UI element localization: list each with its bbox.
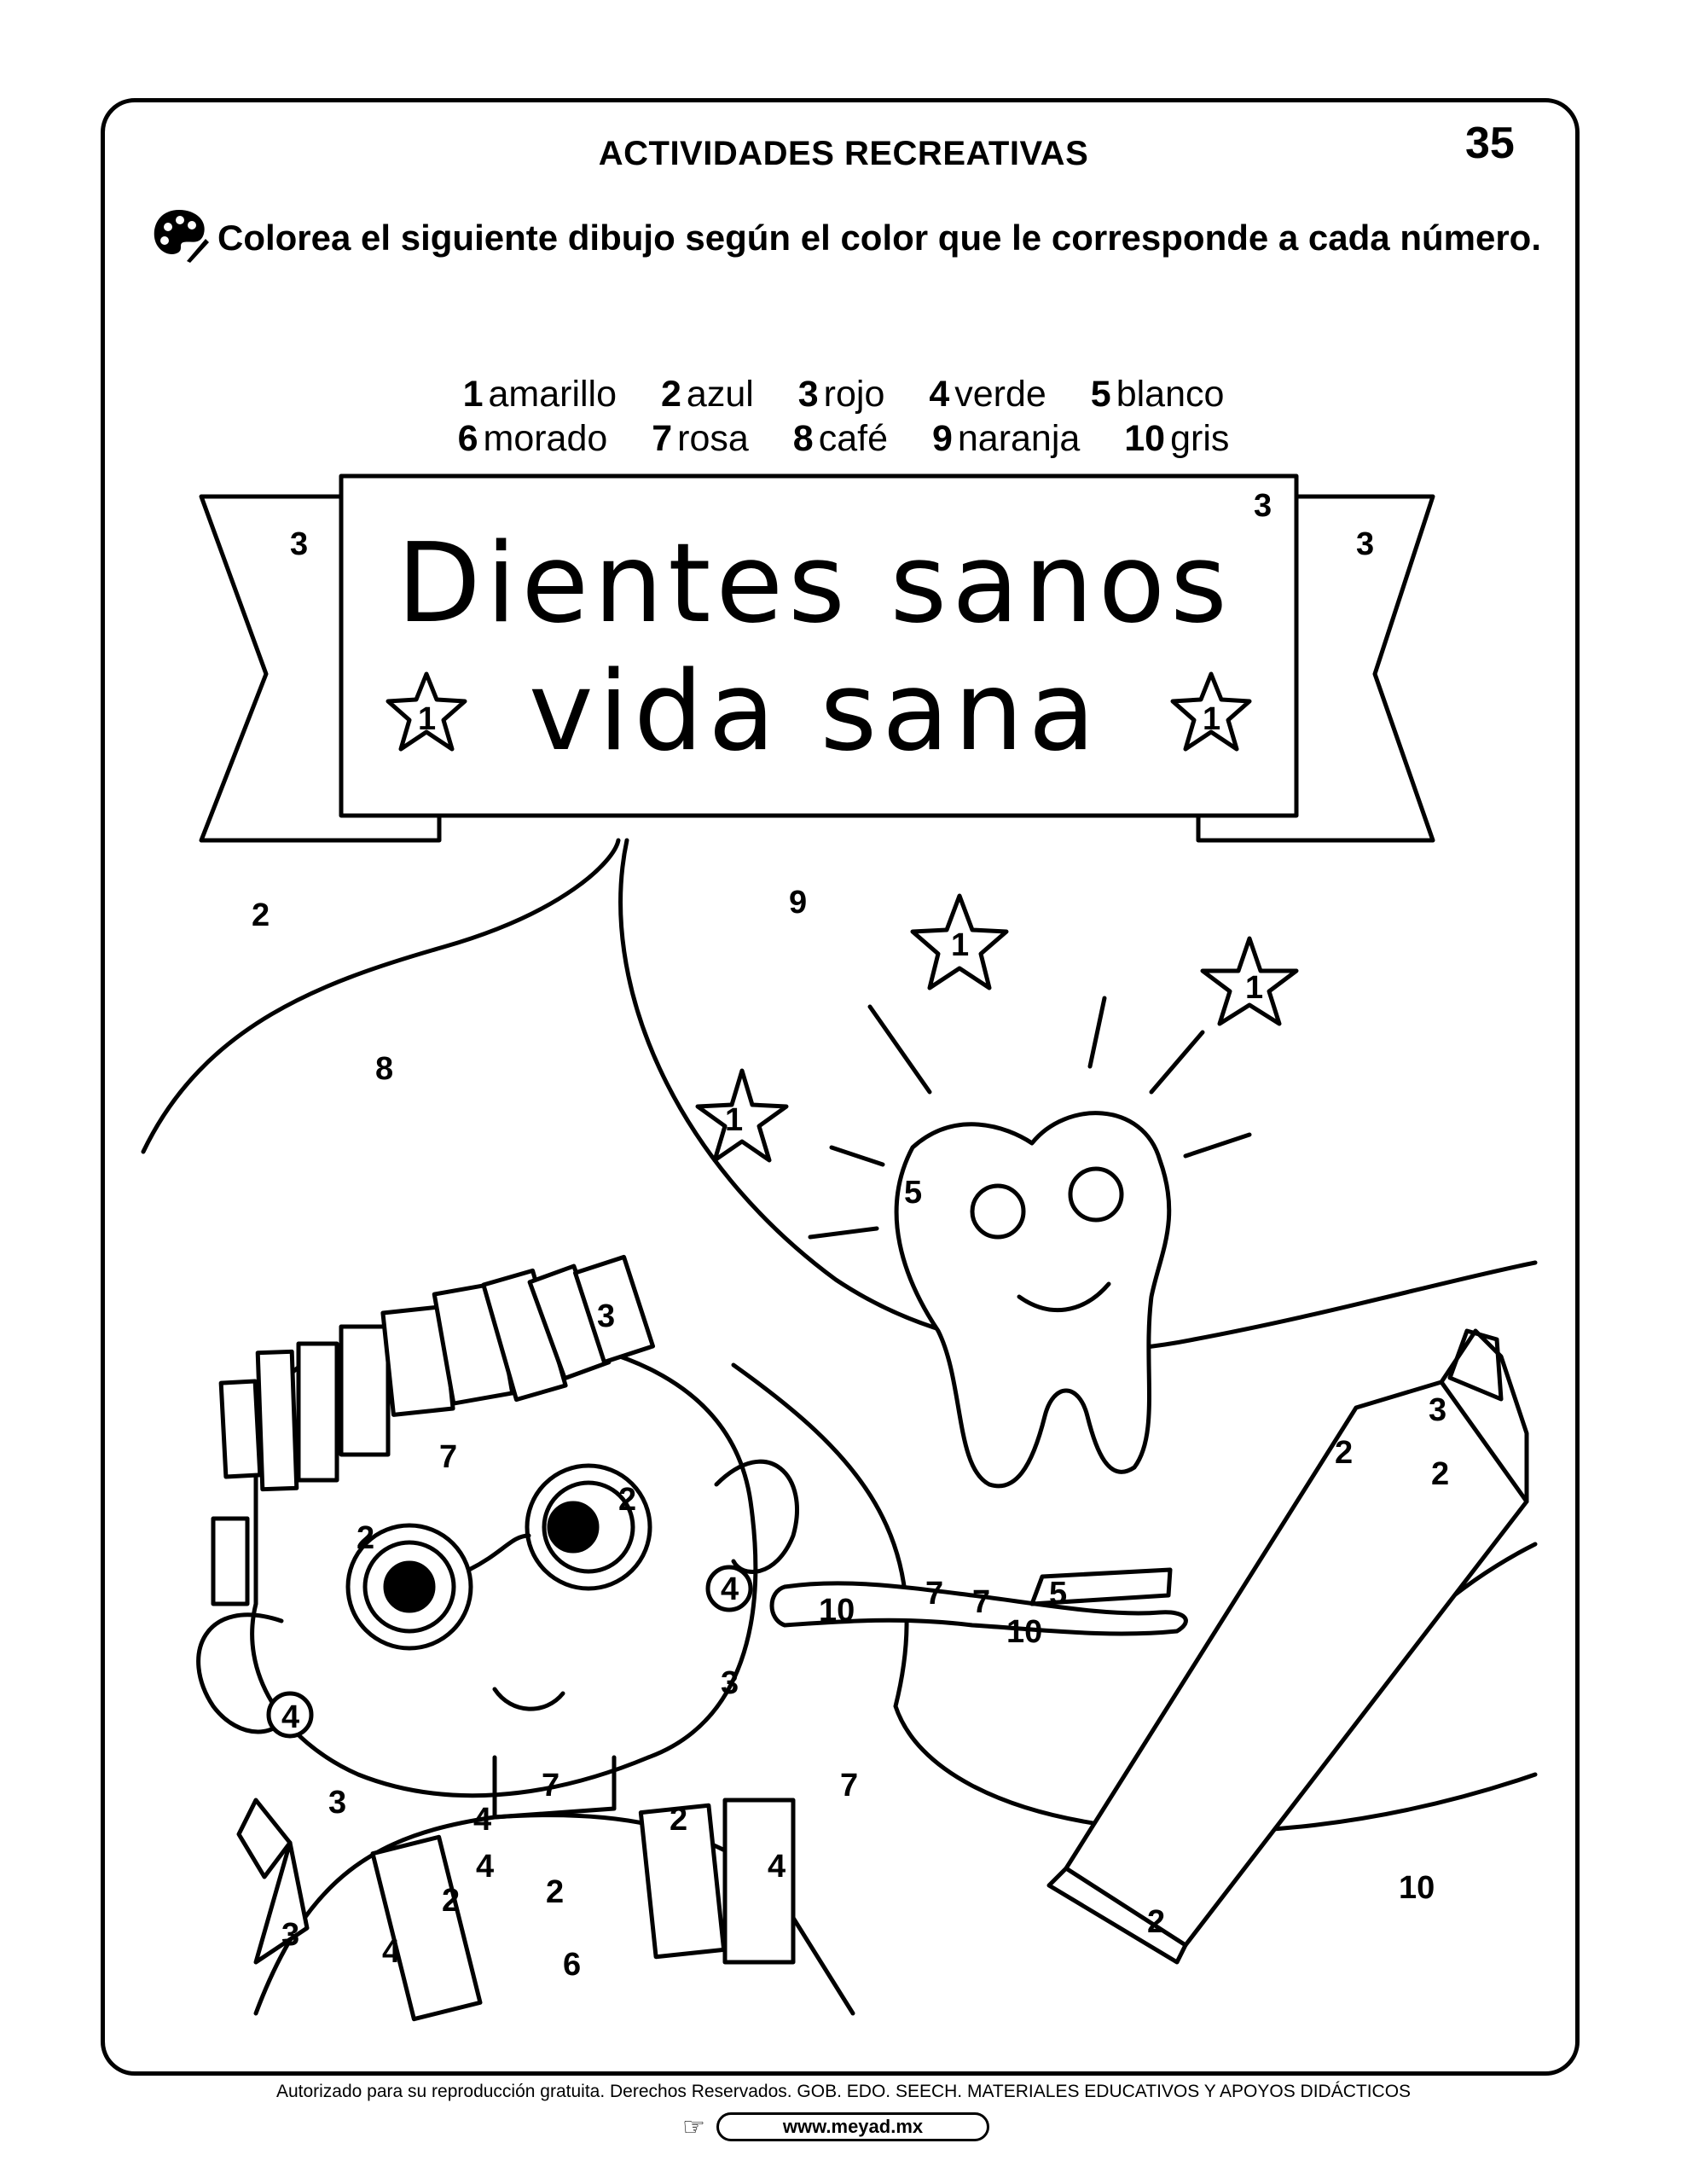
tooth-number: 5 [904,1175,923,1211]
legend-item: 9 naranja [931,418,1081,459]
star-a-number: 1 [951,927,970,963]
ribbon-left-number: 3 [290,526,309,562]
star-c-number: 1 [725,1102,744,1138]
collar-right-number: 3 [721,1665,739,1701]
ribbon-right-number: 3 [1356,526,1375,562]
shirt-b-number: 4 [476,1849,495,1885]
hill-left [143,840,618,1152]
ground-number: 10 [1399,1870,1435,1906]
page-title: ACTIVIDADES RECREATIVAS [598,135,1089,172]
ear-left-number: 4 [281,1699,300,1735]
legend-item: 8 café [792,418,888,459]
legend-item: 3 rojo [797,374,885,415]
brush-handle-number: 10 [819,1593,855,1629]
legend-item: 5 blanco [1090,374,1225,415]
page-number: 35 [1465,119,1515,168]
legend-item: 2 azul [660,374,754,415]
banner-line-1: Dientes sanos [397,520,1232,648]
hair-number: 3 [597,1298,616,1334]
legend-item: 4 verde [929,374,1046,415]
banner-star-left-number: 1 [418,701,437,737]
legend-item: 10 gris [1124,418,1230,459]
footer-notice: Autorizado para su reproducción gratuita. Derechos Reservados. GOB. EDO. SEECH. MATERIALES EDUCATIVOS Y APOYOS DIDÁCTICOS [275,2082,1412,2101]
hand-number: 7 [840,1768,859,1804]
tube-cap [1450,1331,1501,1399]
hill-number: 8 [375,1051,394,1087]
brush-neck-number: 10 [1006,1614,1043,1650]
sun-number: 9 [789,885,808,921]
tube-top-b-number: 2 [1431,1456,1450,1492]
bow-tail-number: 3 [281,1917,300,1953]
sky-number: 2 [252,897,270,933]
legend-item: 1 amarillo [462,374,617,415]
shirt-g-number: 4 [382,1934,401,1970]
shirt-a-number: 4 [473,1802,492,1838]
glasses-left-number: 2 [357,1520,375,1556]
tooth [896,1113,1169,1486]
neck-number: 7 [542,1768,560,1804]
banner-star-right-number: 1 [1203,701,1221,737]
ear-right-number: 4 [721,1571,739,1607]
shirt-f-number: 4 [768,1849,786,1885]
shirt-d-number: 2 [546,1874,565,1910]
brush-grip-a-number: 7 [925,1576,944,1612]
shirt-body-number: 6 [563,1947,582,1983]
instruction-text: Colorea el siguiente dibujo según el color que le corresponde a cada número. [217,218,1542,258]
legend-item: 6 morado [457,418,608,459]
shirt-c-number: 2 [442,1883,461,1919]
glasses-right-number: 2 [618,1482,637,1518]
footer-url[interactable]: www.meyad.mx [716,2112,989,2141]
star-b-number: 1 [1245,970,1264,1006]
banner-line-2: vida sana [528,648,1101,775]
brush-grip-b-number: 7 [972,1584,991,1620]
tube-cap-number: 3 [1429,1392,1447,1428]
tube-top-a-number: 2 [1335,1435,1354,1471]
bow-number: 3 [328,1785,347,1821]
shirt-e-number: 2 [670,1802,688,1838]
legend-item: 7 rosa [652,418,749,459]
face-number: 7 [439,1439,458,1475]
tube-bottom-number: 2 [1147,1904,1166,1940]
banner-corner-number: 3 [1254,488,1272,524]
brush-bristle-number: 5 [1049,1576,1068,1612]
globe-icon: ☞ [682,2113,705,2141]
